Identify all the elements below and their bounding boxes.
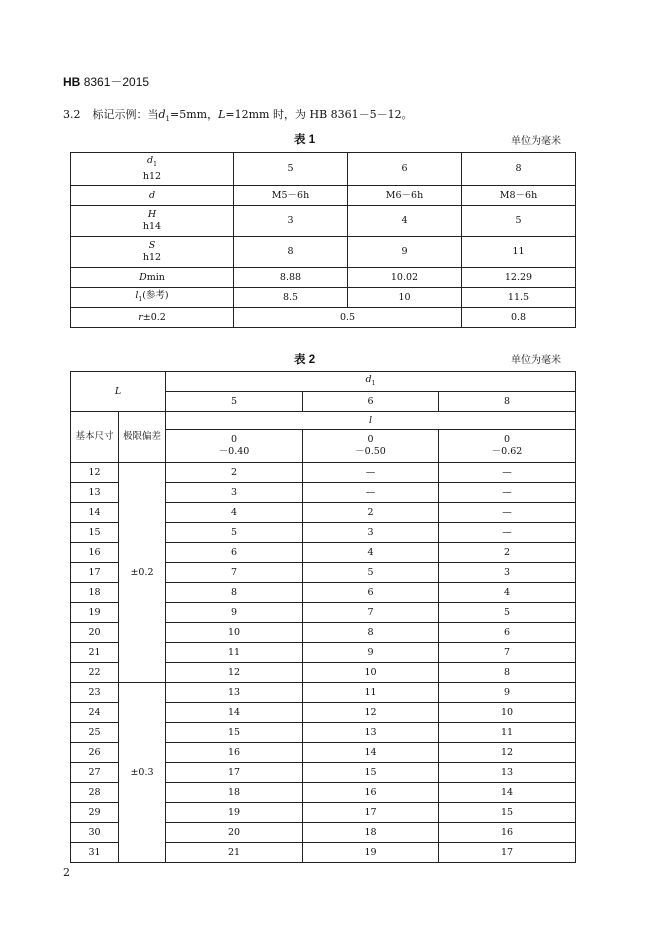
- table-row: 31 21 19 17: [71, 843, 576, 863]
- tolerance-cell: ±0.2: [119, 463, 166, 683]
- table1-row-H: H h14 3 4 5: [71, 206, 576, 237]
- table-row: 16 6 4 2: [71, 543, 576, 563]
- table2-body: [71, 463, 576, 863]
- table1-row-r: r±0.2 0.5 0.8: [71, 308, 576, 328]
- table1-row-d: d M5－6h M6－6h M8－6h: [71, 186, 576, 206]
- table-row: 29 19 17 15: [71, 803, 576, 823]
- table-row: 13 3 — —: [71, 483, 576, 503]
- table-row: 20 10 8 6: [71, 623, 576, 643]
- table2: L $d_1$ 5 6 8 基本尺寸 极限偏差 l 0 －0.40 0 －0.50 0 －0.62 12 ±0.2 2 — — 13 3 — — 14 4 2 — 15 5 3 — 16 6 4 2 17 7 5 3 18 8 6 4 19 9 7 5 20 10 8 6 21 11 9 7 22 12 10 8 23 ±0.3 13 11 9 24 14 12 10 25 15 13 11 26 16 14 12 27 17 15 13 28 18 16 14 29 19 17 15 30 20 18 16 31 21 19 17: [70, 371, 576, 863]
- table-row: 26 16 14 12: [71, 743, 576, 763]
- L-header: L: [71, 372, 166, 412]
- basic-size-header: 基本尺寸: [71, 412, 119, 463]
- l-header: l: [166, 412, 576, 430]
- table-row: 15 5 3 —: [71, 523, 576, 543]
- table1-unit: 单位为毫米: [511, 136, 561, 147]
- table1-row-d1: $d_1$ h12 5 6 8: [71, 153, 576, 186]
- tolerance-cell: ±0.3: [119, 683, 166, 863]
- table-row: 14 4 2 —: [71, 503, 576, 523]
- table-row: 22 12 10 8: [71, 663, 576, 683]
- table-row: 25 15 13 11: [71, 723, 576, 743]
- table1-row-S: S h12 8 9 11: [71, 237, 576, 268]
- table-row: 24 14 12 10: [71, 703, 576, 723]
- page-number: 2: [63, 866, 70, 879]
- marking-example: 3.2 标记示例：当$d_1=5mm$，L=12mm 时，为 HB 8361－5－12。: [63, 108, 413, 124]
- limit-deviation-header: 极限偏差: [119, 412, 166, 463]
- standard-header: HB 8361－2015: [63, 75, 150, 89]
- table-row: 12 ±0.2 2 — —: [71, 463, 576, 483]
- table1-row-Dmin: Dmin 8.88 10.02 12.29: [71, 268, 576, 288]
- table-row: 27 17 15 13: [71, 763, 576, 783]
- table1-caption: 表 1: [294, 134, 316, 146]
- d1-header: $d_1$: [166, 372, 576, 392]
- table-row: 21 11 9 7: [71, 643, 576, 663]
- table-row: 18 8 6 4: [71, 583, 576, 603]
- table-row: 28 18 16 14: [71, 783, 576, 803]
- table-row: 17 7 5 3: [71, 563, 576, 583]
- table2-unit: 单位为毫米: [511, 355, 561, 366]
- table1-row-l1: $l_1$(参考) 8.5 10 11.5: [71, 288, 576, 308]
- table-row: 19 9 7 5: [71, 603, 576, 623]
- table-row: 23 ±0.3 13 11 9: [71, 683, 576, 703]
- table-row: 30 20 18 16: [71, 823, 576, 843]
- table2-caption: 表 2: [294, 354, 316, 366]
- table1: [70, 152, 576, 328]
